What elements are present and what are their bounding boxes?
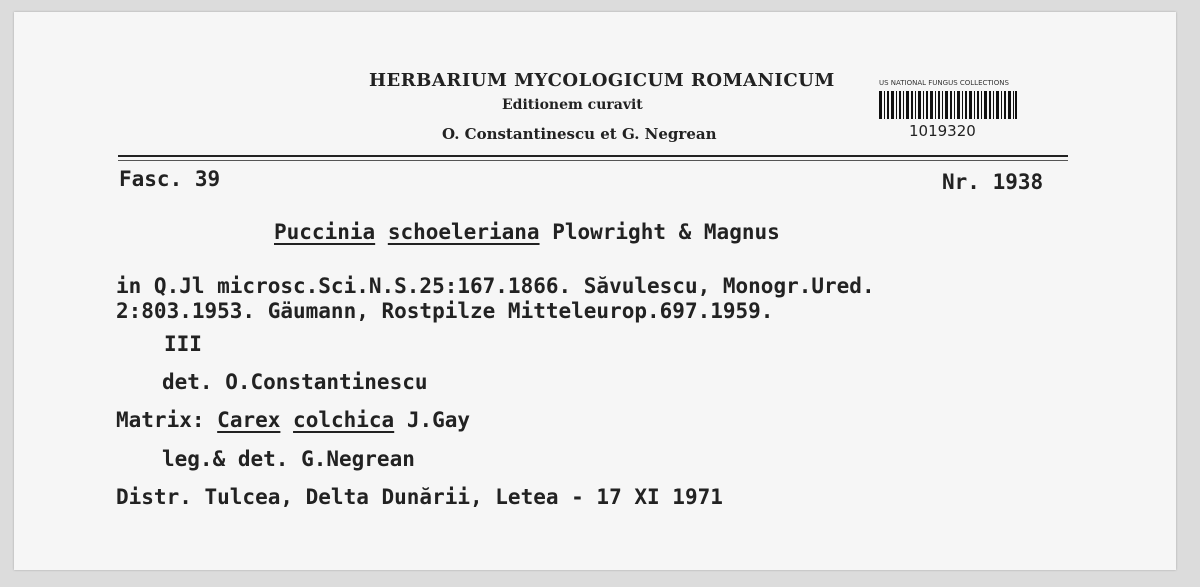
- header-rule-thin: [118, 160, 1068, 161]
- spore-stage: III: [164, 332, 202, 356]
- matrix-genus: Carex: [217, 408, 281, 432]
- barcode-icon: [879, 91, 1017, 119]
- matrix-label: Matrix:: [116, 408, 205, 432]
- taxon-genus: Puccinia: [274, 220, 376, 244]
- fascicle-number: Fasc. 39: [119, 167, 221, 191]
- barcode-caption: US NATIONAL FUNGUS COLLECTIONS: [879, 79, 1009, 87]
- citation-line-2: 2:803.1953. Gäumann, Rostpilze Mitteleurop.697.1959.: [116, 299, 774, 323]
- collector: leg.& det. G.Negrean: [162, 447, 415, 471]
- determiner: det. O.Constantinescu: [162, 370, 428, 394]
- header-subtitle: Editionem curavit: [502, 97, 643, 113]
- matrix-line: [116, 408, 470, 432]
- locality: Distr. Tulcea, Delta Dunării, Letea - 17 XI 1971: [116, 485, 723, 509]
- barcode-block: [879, 79, 1019, 149]
- citation-line-1: in Q.Jl microsc.Sci.N.S.25:167.1866. Săvulescu, Monogr.Ured.: [116, 274, 875, 298]
- matrix-author: J.Gay: [406, 408, 471, 432]
- header-editors: O. Constantinescu et G. Negrean: [442, 125, 717, 143]
- taxon-species: schoeleriana: [387, 220, 540, 244]
- taxon-authors: Plowright & Magnus: [552, 220, 780, 244]
- specimen-number: Nr. 1938: [942, 170, 1044, 194]
- taxon-name: [274, 220, 780, 244]
- barcode-number: 1019320: [909, 122, 976, 140]
- herbarium-label: [14, 12, 1176, 570]
- header-title: HERBARIUM MYCOLOGICUM ROMANICUM: [369, 70, 835, 91]
- matrix-species: colchica: [293, 408, 395, 432]
- header-rule: [118, 155, 1068, 157]
